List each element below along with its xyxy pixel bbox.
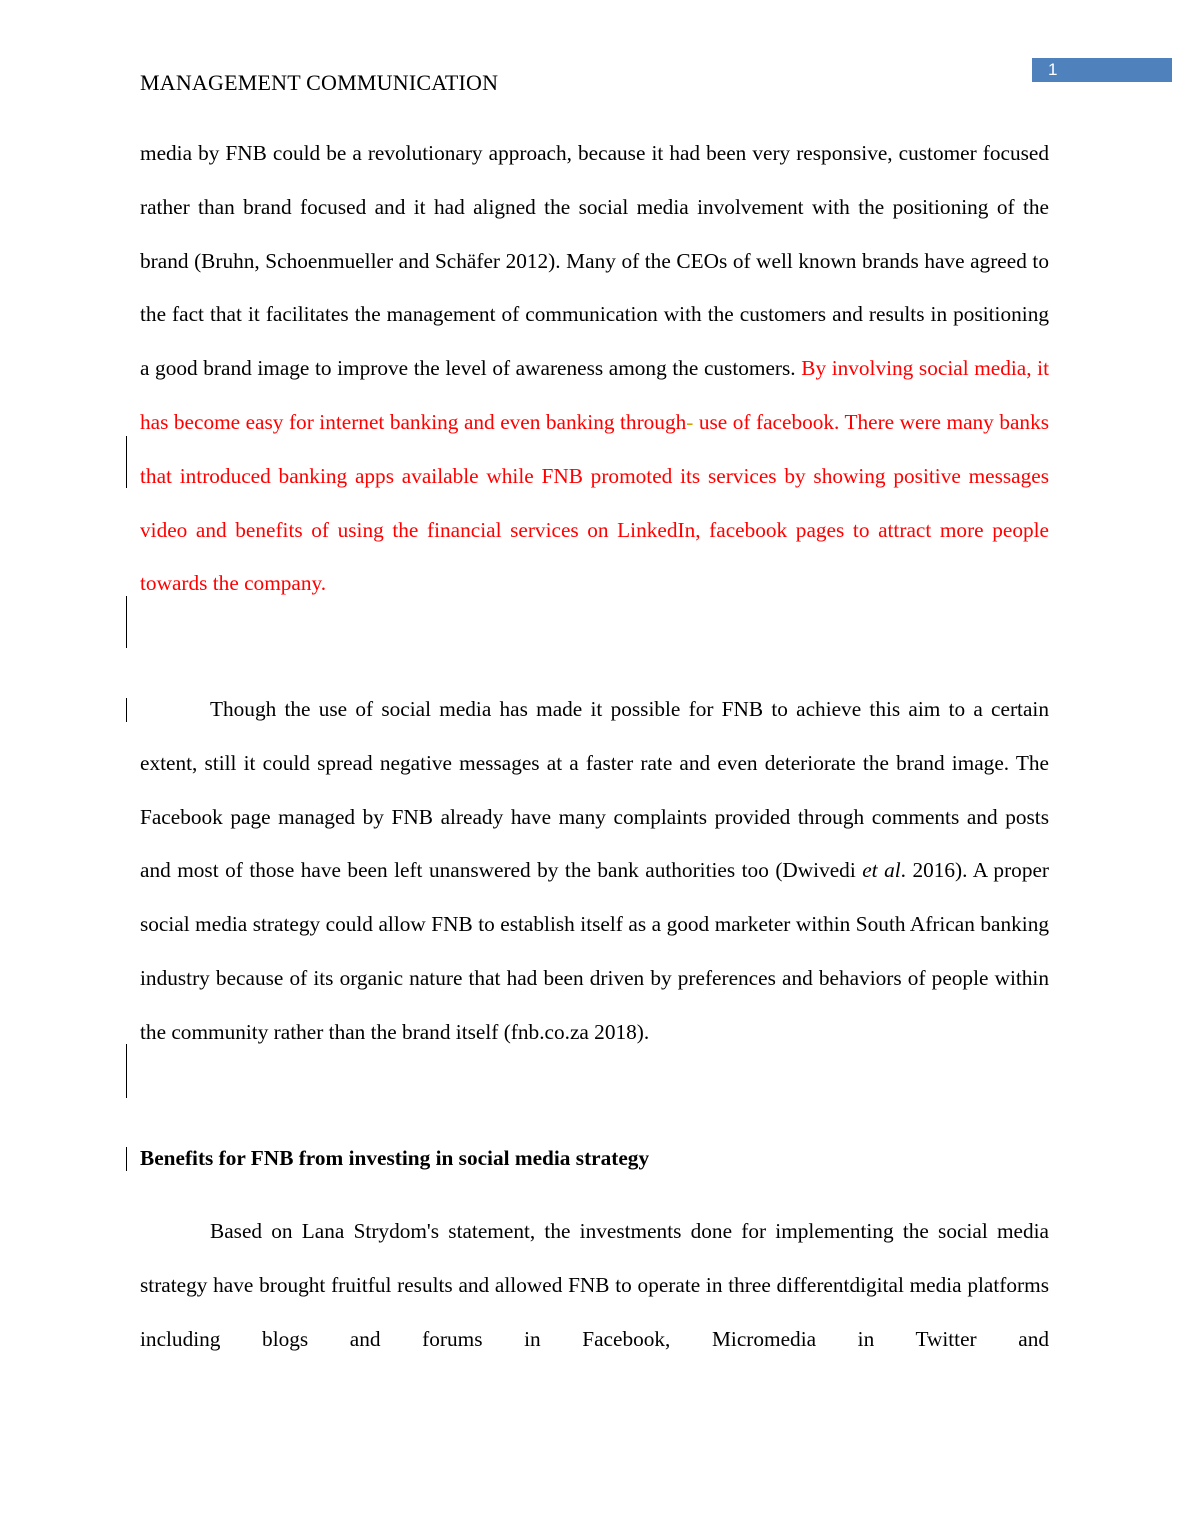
citation-et-al: et al — [862, 858, 901, 883]
paragraph-3-text: Based on Lana Strydom's statement, the investments done for implementing the social media strategy have brought fruitful results and allowed FNB to operate in three differentdigital media platforms including blogs and forums in Facebook, Micromedia in Twitter and — [140, 1219, 1049, 1351]
section-heading: Benefits for FNB from investing in social media strategy — [140, 1146, 650, 1170]
change-bar — [126, 698, 127, 722]
change-bar — [126, 436, 127, 488]
change-bar — [126, 1044, 127, 1098]
header-title: MANAGEMENT COMMUNICATION — [140, 70, 499, 95]
tracked-text-part-b: use of facebook. There were many banks that introduced banking apps available while FNB promoted its services by showing positive messages video and benefits of using the financial services on LinkedIn, facebook pages to attract more people towards the company. — [140, 409, 1050, 596]
tracked-change-mark: - — [686, 409, 694, 434]
paragraph-3 — [140, 1205, 1049, 1366]
change-bar — [126, 1147, 127, 1171]
page-number-box — [1032, 58, 1172, 82]
paragraph-1-tracked-insertion — [140, 356, 1049, 595]
tracked-text-part-a: By involving social media, it has become easy for internet banking and even banking through — [140, 356, 1049, 434]
page-number: 1 — [1048, 60, 1058, 79]
paragraph-1-text: media by FNB could be a revolutionary approach, because it had been very responsive, customer focused rather than brand focused and it had aligned the social media involvement with the positioning of the brand (Bruhn, Schoenmueller and Schäfer 2012). Many of the CEOs of well known brands have agreed to the fact that it facilitates the management of communication with the customers and results in positioning a good brand image to improve the level of awareness among the customers. — [140, 141, 1049, 381]
paragraph-2-text-start: Though the use of social media has made it possible for FNB to achieve this aim to a certain extent, still it could spread negative messages at a faster rate and even deteriorate the brand image. The Facebook page managed by FNB already have many complaints provided through comments and posts and most of those have been left unanswered by the bank authorities too (Dwivedi — [140, 697, 1049, 883]
paragraph-2 — [140, 683, 1049, 1060]
paragraph-1 — [140, 127, 1049, 611]
change-bar — [126, 596, 127, 648]
paragraph-2-text-end: . 2016). A proper social media strategy could allow FNB to establish itself as a good marketer within South African banking industry because of its organic nature that had been driven by preferences and behaviors of people within the community rather than the brand itself (fnb.co.za 2018). — [140, 858, 1050, 1044]
